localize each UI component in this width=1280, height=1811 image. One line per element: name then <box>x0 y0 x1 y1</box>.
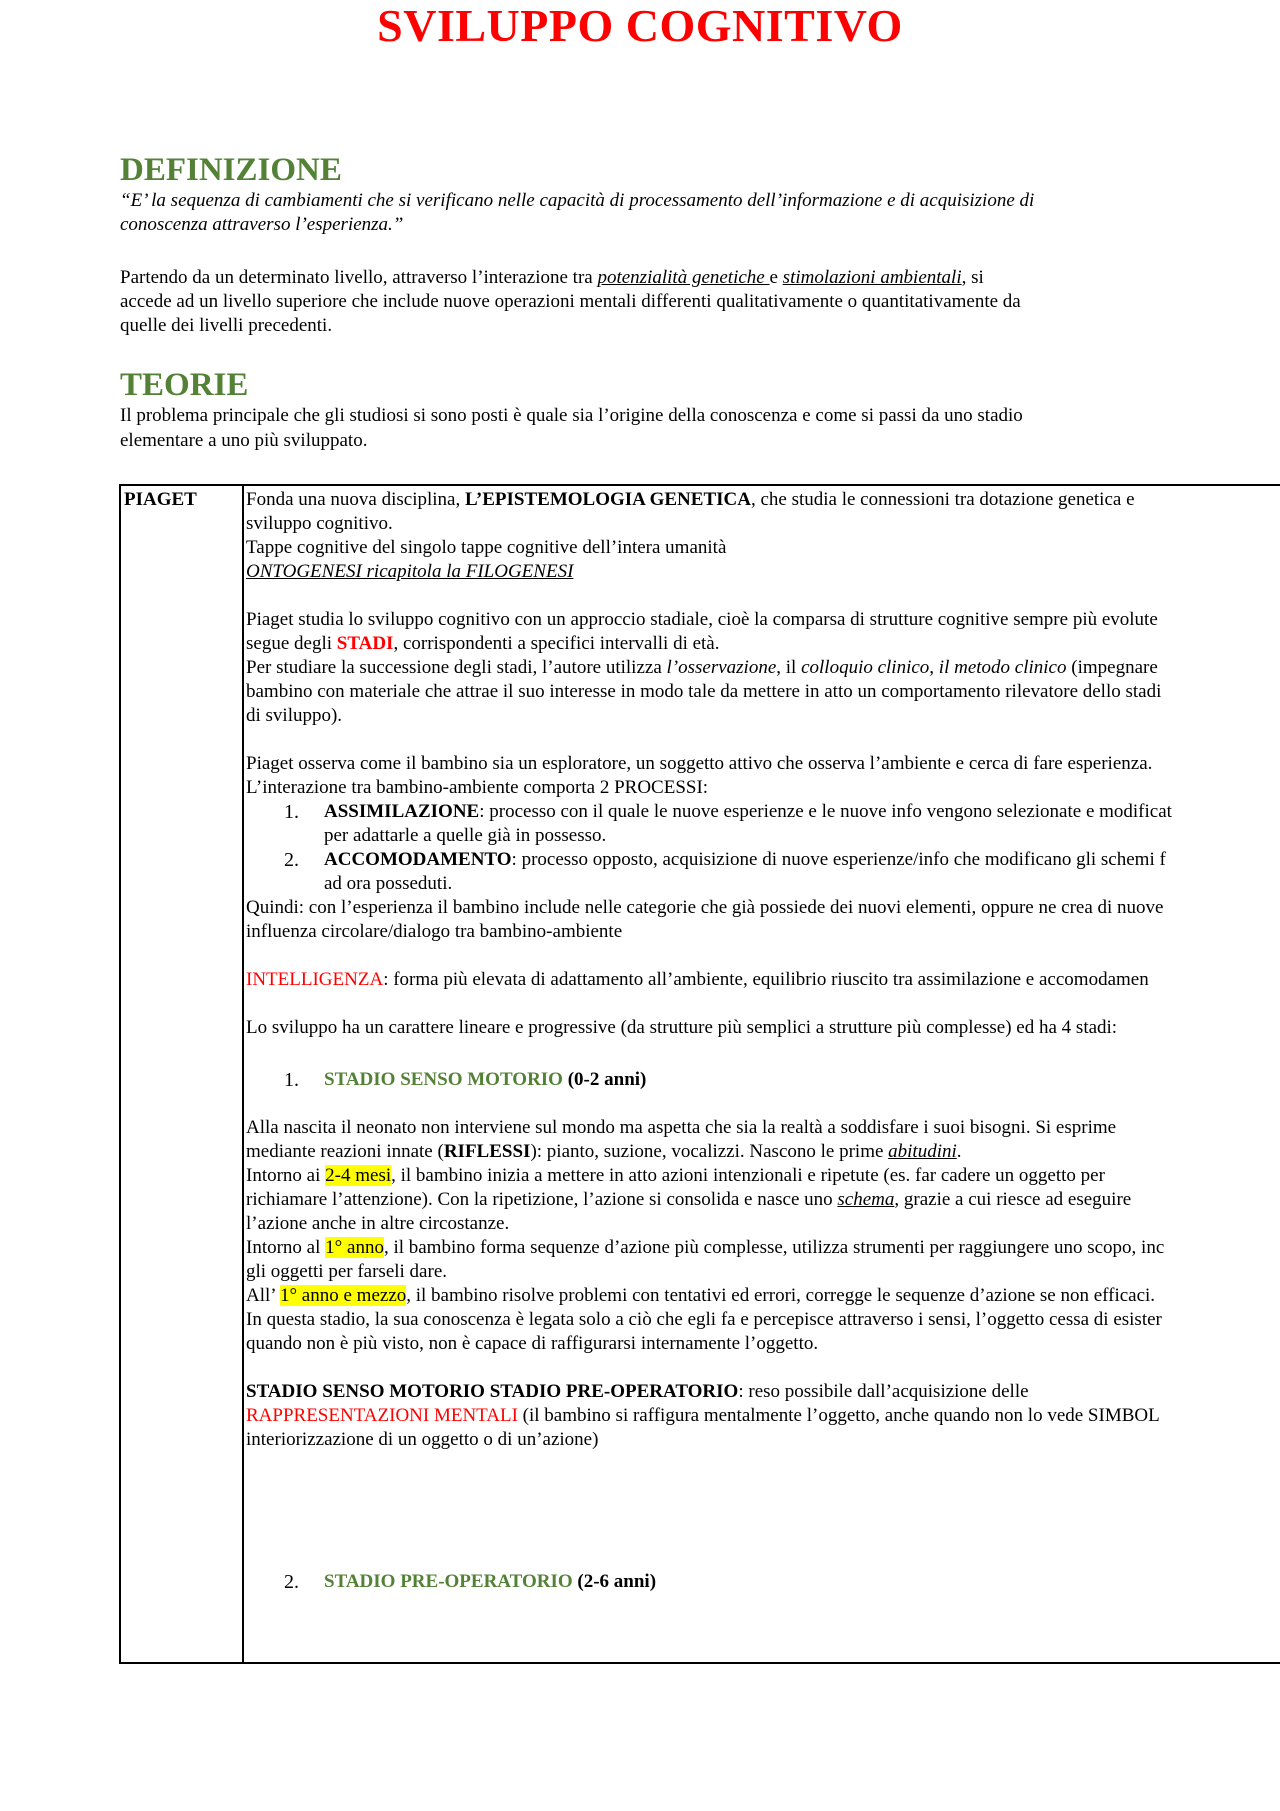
text-span: . <box>956 1141 962 1162</box>
text-span: , il <box>776 657 802 678</box>
text-span: (impegnare <box>1066 657 1158 678</box>
spacer <box>246 944 1280 968</box>
text-span: , grazie a cui riesce ad eseguire <box>894 1189 1132 1210</box>
list-number: 1. <box>284 801 299 823</box>
text-line: L’interazione tra bambino-ambiente comporta 2 PROCESSI: <box>246 777 709 798</box>
text-line: Alla nascita il neonato non interviene sul mondo ma aspetta che sia la realtà a soddisfare i suoi bisogni. Si esprime <box>246 1117 1117 1138</box>
definition-paragraph-line-3: quelle dei livelli precedenti. <box>120 315 333 336</box>
text-span: e <box>769 267 783 288</box>
definition-quote-line-2: conoscenza attraverso l’esperienza.” <box>120 214 404 235</box>
definition-paragraph-line-1 <box>120 266 1170 290</box>
highlighted-term: 1° anno e mezzo <box>279 1285 407 1306</box>
text-line <box>246 1140 1280 1164</box>
list-number: 1. <box>284 1069 299 1091</box>
list-item-assimilazione <box>246 800 1280 824</box>
table-column-divider <box>242 484 244 1664</box>
red-term: INTELLIGENZA <box>246 969 384 990</box>
text-span: Intorno al <box>246 1237 326 1258</box>
spacer <box>246 584 1280 608</box>
text-span: mediante reazioni innate ( <box>246 1141 444 1162</box>
text-span: Per studiare la successione degli stadi, l’autore utilizza <box>246 657 667 678</box>
text-line: Piaget studia lo sviluppo cognitivo con un approccio stadiale, cioè la comparsa di strutture cognitive sempre più evolute <box>246 609 1158 630</box>
heading-definizione: DEFINIZIONE <box>120 152 342 188</box>
text-span: Partendo da un determinato livello, attraverso l’interazione tra <box>120 267 598 288</box>
bold-term: RIFLESSI <box>443 1141 531 1162</box>
highlighted-term: 1° anno <box>325 1237 384 1258</box>
text-line <box>246 656 1280 680</box>
italic-term: colloquio clinico, il metodo clinico <box>801 657 1067 678</box>
teorie-line-2: elementare a uno più sviluppato. <box>120 430 368 451</box>
text-span: ad ora posseduti. <box>324 873 453 894</box>
text-span: : reso possibile dall’acquisizione delle <box>738 1381 1029 1402</box>
stage-age: (2-6 anni) <box>572 1571 657 1592</box>
text-line: bambino con materiale che attrae il suo interesse in modo tale da mettere in atto un comportamento rilevatore dello stadi <box>246 681 1162 702</box>
spacer <box>246 992 1280 1016</box>
stage-name: STADIO PRE-OPERATORIO <box>324 1571 573 1592</box>
document-title: SVILUPPO COGNITIVO <box>377 0 903 51</box>
text-line: l’azione anche in altre circostanze. <box>246 1213 510 1234</box>
text-line: influenza circolare/dialogo tra bambino-ambiente <box>246 921 623 942</box>
list-item-continuation <box>246 872 1280 896</box>
text-line: di sviluppo). <box>246 705 343 726</box>
text-line: interiorizzazione di un oggetto o di un’azione) <box>246 1429 599 1450</box>
text-span: segue degli <box>246 633 337 654</box>
text-span: Fonda una nuova disciplina, <box>246 489 465 510</box>
text-span: Intorno ai <box>246 1165 326 1186</box>
spacer <box>246 1040 1280 1064</box>
text-span: per adattarle a quelle già in possesso. <box>324 825 607 846</box>
spacer <box>246 1452 1280 1570</box>
text-line <box>246 632 1280 656</box>
text-line: Piaget osserva come il bambino sia un esploratore, un soggetto attivo che osserva l’ambiente e cerca di fare esperienza. <box>246 753 1153 774</box>
text-line: Quindi: con l’esperienza il bambino include nelle categorie che già possiede dei nuovi elementi, oppure ne crea di nuove <box>246 897 1164 918</box>
text-span: : forma più elevata di adattamento all’ambiente, equilibrio riuscito tra assimilazione e accomodamen <box>383 969 1149 990</box>
text-line: Tappe cognitive del singolo tappe cognitive dell’intera umanità <box>246 537 727 558</box>
text-line <box>246 560 1280 584</box>
text-span: , si <box>961 267 984 288</box>
text-line: quando non è più visto, non è capace di raffigurarsi internamente l’oggetto. <box>246 1333 819 1354</box>
text-line <box>246 1188 1280 1212</box>
stage-name: STADIO SENSO MOTORIO <box>324 1069 563 1090</box>
text-line <box>246 968 1280 992</box>
underlined-term: potenzialità genetiche <box>597 267 770 288</box>
text-span: , corrispondenti a specifici intervalli di età. <box>393 633 720 654</box>
red-term: STADI <box>336 633 394 654</box>
list-item-continuation <box>246 824 1280 848</box>
table-cell-content <box>246 488 1280 1658</box>
text-line <box>246 488 1280 512</box>
underlined-term: schema <box>837 1189 895 1210</box>
text-line: In questa stadio, la sua conoscenza è legata solo a ciò che egli fa e percepisce attraverso i sensi, l’oggetto cessa di esister <box>246 1309 1162 1330</box>
text-span: : processo con il quale le nuove esperienze e le nuove info vengono selezionate e modificat <box>479 801 1172 822</box>
text-span: ): pianto, suzione, vocalizzi. Nascono le prime <box>530 1141 889 1162</box>
stage-2-heading <box>246 1570 1280 1594</box>
text-line <box>246 1404 1280 1428</box>
text-line: sviluppo cognitivo. <box>246 513 393 534</box>
underlined-term: stimolazioni ambientali <box>782 267 962 288</box>
text-span: All’ <box>246 1285 280 1306</box>
heading-teorie: TEORIE <box>120 367 249 403</box>
teorie-line-1: Il problema principale che gli studiosi si sono posti è quale sia l’origine della conoscenza e come si passi da uno stadio <box>120 405 1023 426</box>
text-line: gli oggetti per farseli dare. <box>246 1261 448 1282</box>
highlighted-term: 2-4 mesi <box>325 1165 392 1186</box>
text-line <box>246 1380 1280 1404</box>
text-span: , il bambino inizia a mettere in atto azioni intenzionali e ripetute (es. far cadere un oggetto per <box>391 1165 1105 1186</box>
bold-term: ACCOMODAMENTO <box>324 849 512 870</box>
text-span: , il bambino forma sequenze d’azione più complesse, utilizza strumenti per raggiungere uno scopo, inc <box>383 1237 1165 1258</box>
text-span: (il bambino si raffigura mentalmente l’oggetto, anche quando non lo vede SIMBOL <box>517 1405 1160 1426</box>
underlined-term: ONTOGENESI ricapitola la FILOGENESI <box>246 561 574 582</box>
table-cell-author: PIAGET <box>124 489 197 510</box>
text-line: Lo sviluppo ha un carattere lineare e progressive (da strutture più semplici a strutture più complesse) ed ha 4 stadi: <box>246 1017 1118 1038</box>
bold-term: STADIO SENSO MOTORIO STADIO PRE-OPERATORIO <box>246 1381 739 1402</box>
spacer <box>246 1092 1280 1116</box>
stage-age: (0-2 anni) <box>562 1069 647 1090</box>
text-span: richiamare l’attenzione). Con la ripetizione, l’azione si consolida e nasce uno <box>246 1189 838 1210</box>
list-item-accomodamento <box>246 848 1280 872</box>
bold-term: L’EPISTEMOLOGIA GENETICA <box>465 489 751 510</box>
underlined-term: abitudini <box>888 1141 957 1162</box>
text-span: , il bambino risolve problemi con tentativi ed errori, corregge le sequenze d’azione se non efficaci. <box>406 1285 1156 1306</box>
text-span: , che studia le connessioni tra dotazione genetica e <box>750 489 1135 510</box>
list-number: 2. <box>284 849 299 871</box>
spacer <box>246 1356 1280 1380</box>
italic-term: l’osservazione <box>666 657 777 678</box>
red-term: RAPPRESENTAZIONI MENTALI <box>246 1405 518 1426</box>
text-line <box>246 1236 1280 1260</box>
definition-paragraph-line-2: accede ad un livello superiore che include nuove operazioni mentali differenti qualitativamente o quantitativamente da <box>120 291 1021 312</box>
text-span: : processo opposto, acquisizione di nuove esperienze/info che modificano gli schemi f <box>511 849 1166 870</box>
spacer <box>246 728 1280 752</box>
definition-quote-line-1: “E’ la sequenza di cambiamenti che si verificano nelle capacità di processamento dell’informazione e di acquisizione di <box>120 190 1035 211</box>
text-line <box>246 1164 1280 1188</box>
stage-1-heading <box>246 1068 1280 1092</box>
text-line <box>246 1284 1280 1308</box>
list-number: 2. <box>284 1571 299 1593</box>
bold-term: ASSIMILAZIONE <box>324 801 480 822</box>
